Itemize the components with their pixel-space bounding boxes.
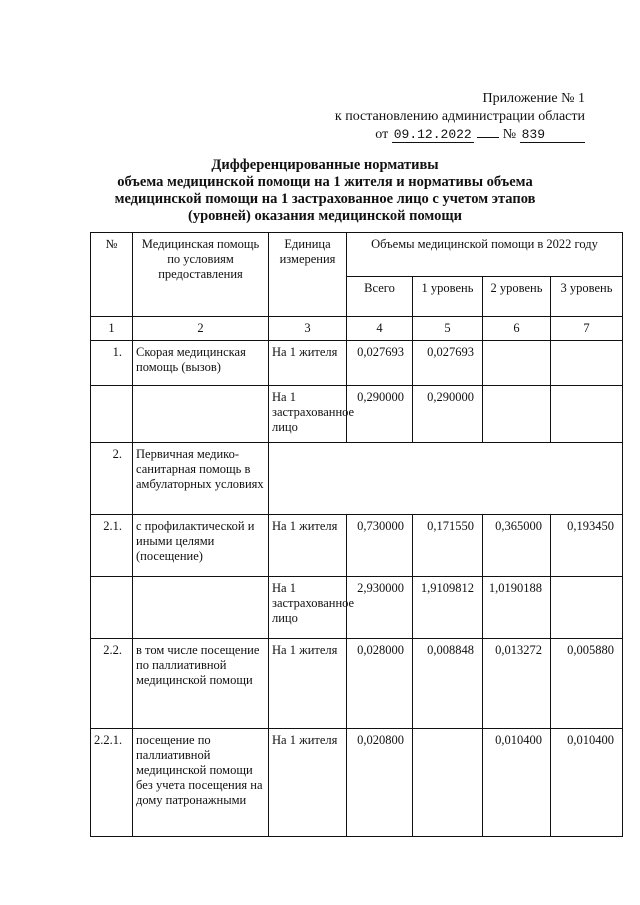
row-care: в том числе посещение по паллиативной медицинской помощи bbox=[133, 639, 269, 729]
row-care: посещение по паллиативной медицинской помощи без учета посещения на дому патронажными bbox=[133, 729, 269, 837]
row-total: 0,730000 bbox=[347, 515, 413, 577]
row-level-1: 1,9109812 bbox=[413, 577, 483, 639]
row-total: 0,020800 bbox=[347, 729, 413, 837]
row-level-3: 0,010400 bbox=[551, 729, 623, 837]
row-care: с профилактической и иными целями (посещение) bbox=[133, 515, 269, 577]
row-level-2: 0,013272 bbox=[483, 639, 551, 729]
title-line-3: медицинской помощи на 1 застрахованное лицо с учетом этапов bbox=[114, 191, 536, 207]
header-level-1: 1 уровень bbox=[413, 277, 483, 317]
colnum: 6 bbox=[483, 317, 551, 341]
table-row bbox=[91, 639, 623, 729]
row-level-2 bbox=[483, 341, 551, 386]
appendix-block bbox=[285, 90, 585, 144]
row-total: 2,930000 bbox=[347, 577, 413, 639]
title-line-4: (уровней) оказания медицинской помощи bbox=[188, 208, 462, 224]
title-line-2: объема медицинской помощи на 1 жителя и нормативы объема bbox=[117, 174, 533, 190]
header-level-3: 3 уровень bbox=[551, 277, 623, 317]
colnum: 2 bbox=[133, 317, 269, 341]
row-care bbox=[133, 577, 269, 639]
row-level-2 bbox=[483, 386, 551, 443]
colnum: 1 bbox=[91, 317, 133, 341]
colnum: 3 bbox=[269, 317, 347, 341]
document-title bbox=[110, 157, 540, 225]
row-num bbox=[91, 577, 133, 639]
row-num: 2.2.1. bbox=[91, 729, 133, 837]
row-unit: На 1 застрахованное лицо bbox=[269, 386, 347, 443]
colnum: 7 bbox=[551, 317, 623, 341]
header-level-2: 2 уровень bbox=[483, 277, 551, 317]
appendix-title: Приложение № 1 bbox=[482, 91, 585, 106]
colnum: 5 bbox=[413, 317, 483, 341]
table-row bbox=[91, 729, 623, 837]
norms-table bbox=[90, 232, 623, 837]
appendix-decree: к постановлению администрации области bbox=[334, 109, 585, 124]
row-unit: На 1 жителя bbox=[269, 341, 347, 386]
header-unit: Единица измерения bbox=[269, 233, 347, 317]
row-level-3 bbox=[551, 341, 623, 386]
row-level-3: 0,193450 bbox=[551, 515, 623, 577]
row-care: Скорая медицинская помощь (вызов) bbox=[133, 341, 269, 386]
row-level-3 bbox=[551, 577, 623, 639]
table-row bbox=[91, 577, 623, 639]
row-level-3: 0,005880 bbox=[551, 639, 623, 729]
from-label: от bbox=[375, 127, 389, 142]
row-level-2: 0,365000 bbox=[483, 515, 551, 577]
row-unit: На 1 застрахованное лицо bbox=[269, 577, 347, 639]
column-numbers-row bbox=[91, 317, 623, 341]
row-num: 2.2. bbox=[91, 639, 133, 729]
row-level-3 bbox=[551, 386, 623, 443]
row-care bbox=[133, 386, 269, 443]
row-empty-span bbox=[269, 443, 623, 515]
row-total: 0,027693 bbox=[347, 341, 413, 386]
row-unit: На 1 жителя bbox=[269, 515, 347, 577]
row-unit: На 1 жителя bbox=[269, 639, 347, 729]
header-care: Медицинская помощь по условиям предоставления bbox=[133, 233, 269, 317]
row-num: 2.1. bbox=[91, 515, 133, 577]
row-level-2: 1,0190188 bbox=[483, 577, 551, 639]
row-num: 2. bbox=[91, 443, 133, 515]
row-total: 0,290000 bbox=[347, 386, 413, 443]
table-row bbox=[91, 341, 623, 386]
row-unit: На 1 жителя bbox=[269, 729, 347, 837]
row-level-1 bbox=[413, 729, 483, 837]
decree-date: 09.12.2022 bbox=[393, 127, 472, 142]
number-label: № bbox=[502, 127, 517, 142]
appendix-date-line bbox=[375, 126, 585, 144]
table-row bbox=[91, 386, 623, 443]
header-volumes: Объемы медицинской помощи в 2022 году bbox=[347, 233, 623, 277]
title-line-1: Дифференцированные нормативы bbox=[211, 157, 439, 173]
header-num: № bbox=[91, 233, 133, 317]
table-row bbox=[91, 515, 623, 577]
decree-number: 839 bbox=[520, 127, 585, 143]
row-level-2: 0,010400 bbox=[483, 729, 551, 837]
row-num bbox=[91, 386, 133, 443]
colnum: 4 bbox=[347, 317, 413, 341]
header-total: Всего bbox=[347, 277, 413, 317]
table-row bbox=[91, 443, 623, 515]
row-num: 1. bbox=[91, 341, 133, 386]
row-level-1: 0,008848 bbox=[413, 639, 483, 729]
row-level-1: 0,290000 bbox=[413, 386, 483, 443]
row-level-1: 0,027693 bbox=[413, 341, 483, 386]
header-row-1 bbox=[91, 233, 623, 277]
row-care: Первичная медико-санитарная помощь в амбулаторных условиях bbox=[133, 443, 269, 515]
row-total: 0,028000 bbox=[347, 639, 413, 729]
row-level-1: 0,171550 bbox=[413, 515, 483, 577]
